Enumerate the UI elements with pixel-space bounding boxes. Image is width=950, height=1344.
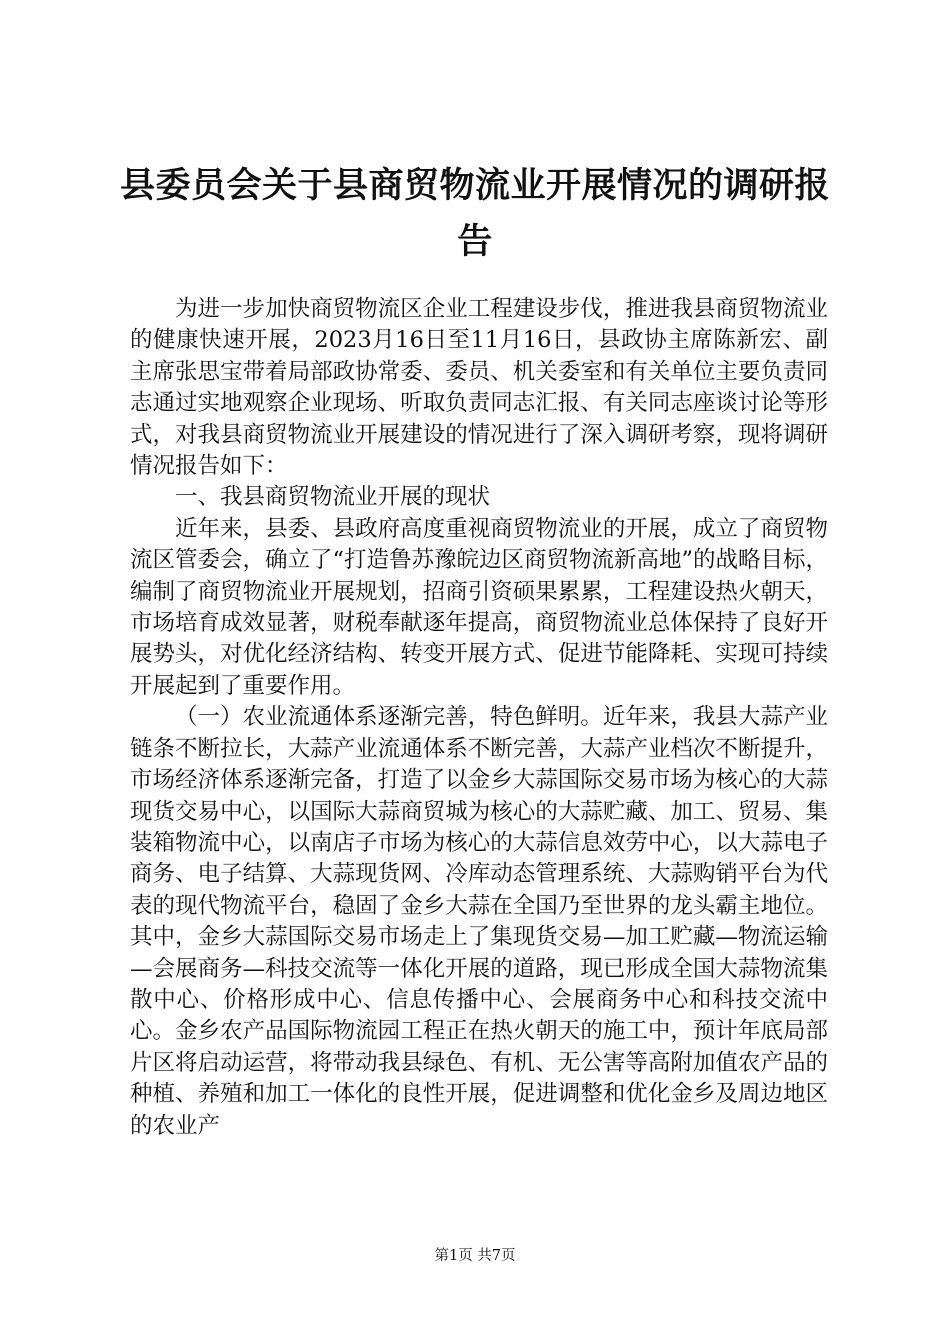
- document-title: 县委员会关于县商贸物流业开展情况的调研报告: [120, 165, 831, 262]
- body-paragraph: 近年来，县委、县政府高度重视商贸物流业的开展，成立了商贸物流区管委会，确立了“打造鲁苏豫皖边区商贸物流新高地”的战略目标，编制了商贸物流业开展规划，招商引资硕果累累，工程建设热火朝天，市场培育成效显著，财税奉献逐年提高，商贸物流业总体保持了良好开展势头，对优化经济结构、转变开展方式、促进节能降耗、实现可持续开展起到了重要作用。: [130, 515, 829, 699]
- section-heading: 一、我县商贸物流业开展的现状: [175, 484, 491, 511]
- intro-paragraph: 为进一步加快商贸物流区企业工程建设步伐，推进我县商贸物流业的健康快速开展，2023月16日至11月16日，县政协主席陈新宏、副主席张思宝带着局部政协常委、委员、机关委室和有关单位主要负责同志通过实地观察企业现场、听取负责同志汇报、有关同志座谈讨论等形式，对我县商贸物流业开展建设的情况进行了深入调研考察，现将调研情况报告如下：: [130, 296, 828, 480]
- document-body: [130, 294, 828, 1142]
- page-footer: 第1页 共7页: [434, 1248, 516, 1264]
- body-paragraph: （一）农业流通体系逐渐完善，特色鲜明。近年来，我县大蒜产业链条不断拉长，大蒜产业流通体系不断完善，大蒜产业档次不断提升，市场经济体系逐渐完备，打造了以金乡大蒜国际交易市场为核心的大蒜现货交易中心，以国际大蒜商贸城为核心的大蒜贮藏、加工、贸易、集装箱物流中心，以南店子市场为核心的大蒜信息效劳中心，以大蒜电子商务、电子结算、大蒜现货网、冷库动态管理系统、大蒜购销平台为代表的现代物流平台，稳固了金乡大蒜在全国乃至世界的龙头霸主地位。其中，金乡大蒜国际交易市场走上了集现货交易—加工贮藏—物流运输—会展商务—科技交流等一体化开展的道路，现已形成全国大蒜物流集散中心、价格形成中心、信息传播中心、会展商务中心和科技交流中心。金乡农产品国际物流园工程正在热火朝天的施工中，预计年底局部片区将启动运营，将带动我县绿色、有机、无公害等高附加值农产品的种植、养殖和加工一体化的良性开展，促进调整和优化金乡及周边地区的农业产: [130, 704, 828, 1139]
